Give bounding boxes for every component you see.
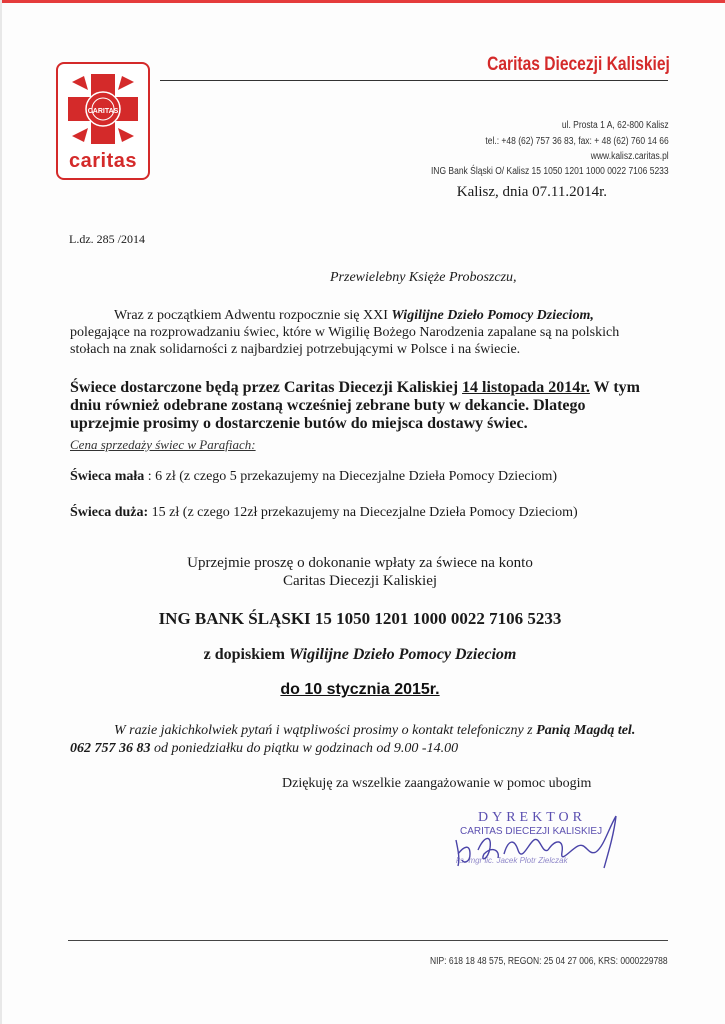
stamp-name: ks. mgr lic. Jacek Plotr Zielczak bbox=[456, 856, 568, 865]
thanks-line: Dziękuję za wszelkie zaangażowanie w pomoc ubogim bbox=[282, 776, 592, 791]
payment-request: Uprzejmie proszę o dokonanie wpłaty za świece na konto bbox=[187, 555, 533, 571]
address-phone: tel.: +48 (62) 757 36 83, fax: + 48 (62) 760 14 66 bbox=[485, 136, 669, 147]
delivery-date: 14 listopada 2014r. bbox=[462, 379, 590, 396]
delivery-text-cont: W tym dniu również odebrane zostaną wcześniej zebrane buty w dekancie. Dlatego uprzejmie prosimy o dostarczenie butów do miejsca dostawy świec. bbox=[70, 379, 640, 432]
payment-recipient: Caritas Diecezji Kaliskiej bbox=[282, 573, 438, 589]
intro-title: Wigilijne Dzieło Pomocy Dzieciom, bbox=[391, 308, 594, 323]
footer-registration: NIP: 618 18 48 575, REGON: 25 04 27 006, KRS: 0000229788 bbox=[430, 956, 668, 967]
reference-number: L.dz. 285 /2014 bbox=[69, 232, 145, 246]
signature-icon bbox=[448, 810, 648, 880]
footer-divider bbox=[68, 940, 668, 941]
small-candle-label: Świeca mała bbox=[70, 469, 145, 484]
director-stamp bbox=[448, 810, 648, 880]
logo-ring-text: CARITAS bbox=[87, 108, 119, 115]
stamp-organization: CARITAS DIECEZJI KALISKIEJ bbox=[460, 826, 603, 837]
logo-wordmark: caritas bbox=[69, 150, 137, 172]
address-bank: ING Bank Śląski O/ Kalisz 15 1050 1201 1000 0022 7106 5233 bbox=[431, 166, 669, 177]
price-heading: Cena sprzedaży świec w Parafiach: bbox=[70, 437, 256, 452]
intro-paragraph bbox=[70, 307, 650, 358]
contact-paragraph bbox=[70, 722, 650, 758]
salutation: Przewielebny Księże Proboszczu, bbox=[330, 270, 517, 285]
small-candle-line bbox=[70, 469, 557, 485]
contact-text: W razie jakichkolwiek pytań i wątpliwości prosimy o kontakt telefoniczny z bbox=[114, 723, 537, 738]
organization-name: Caritas Diecezji Kaliskiej bbox=[487, 54, 670, 75]
large-candle-label: Świeca duża: bbox=[70, 505, 149, 520]
intro-text-cont: polegające na rozprowadzaniu świec, które w Wigilię Bożego Narodzenia zapalane są na polskich stołach na znak solidarności z najbardziej potrzebującymi w Polsce i na świecie. bbox=[70, 325, 620, 357]
large-candle-line bbox=[70, 505, 578, 521]
small-candle-price: : 6 zł (z czego 5 przekazujemy na Diecezjalne Dzieła Pomocy Dzieciom) bbox=[144, 469, 558, 484]
delivery-text: Świece dostarczone będą przez Caritas Diecezji Kaliskiej bbox=[70, 379, 463, 396]
address-street: ul. Prosta 1 A, 62-800 Kalisz bbox=[562, 120, 669, 131]
top-border bbox=[0, 0, 725, 3]
transfer-note bbox=[70, 646, 650, 664]
payment-deadline: do 10 stycznia 2015r. bbox=[280, 681, 440, 698]
caritas-cross-icon bbox=[64, 70, 142, 148]
header-divider bbox=[160, 80, 668, 81]
contact-phone: tel. 062 757 36 83 bbox=[70, 723, 636, 756]
transfer-note-prefix: z dopiskiem bbox=[203, 646, 289, 663]
address-website[interactable]: www.kalisz.caritas.pl bbox=[591, 151, 669, 162]
transfer-note-title: Wigilijne Dzieło Pomocy Dzieciom bbox=[288, 646, 517, 663]
left-border bbox=[0, 0, 2, 1024]
large-candle-price: 15 zł (z czego 12zł przekazujemy na Diecezjalne Dzieła Pomocy Dzieciom) bbox=[148, 505, 578, 520]
stamp-title: DYREKTOR bbox=[478, 810, 586, 825]
letter-date: Kalisz, dnia 07.11.2014r. bbox=[456, 184, 607, 200]
contact-hours: od poniedziałku do piątku w godzinach od 9.00 -14.00 bbox=[150, 741, 459, 756]
delivery-paragraph bbox=[70, 379, 650, 433]
bank-account: ING BANK ŚLĄSKI 15 1050 1201 1000 0022 7106 5233 bbox=[158, 609, 562, 628]
intro-text: Wraz z początkiem Adwentu rozpocznie się XXI bbox=[114, 308, 392, 323]
caritas-logo bbox=[56, 62, 150, 180]
contact-name: Panią Magdą bbox=[536, 723, 615, 738]
